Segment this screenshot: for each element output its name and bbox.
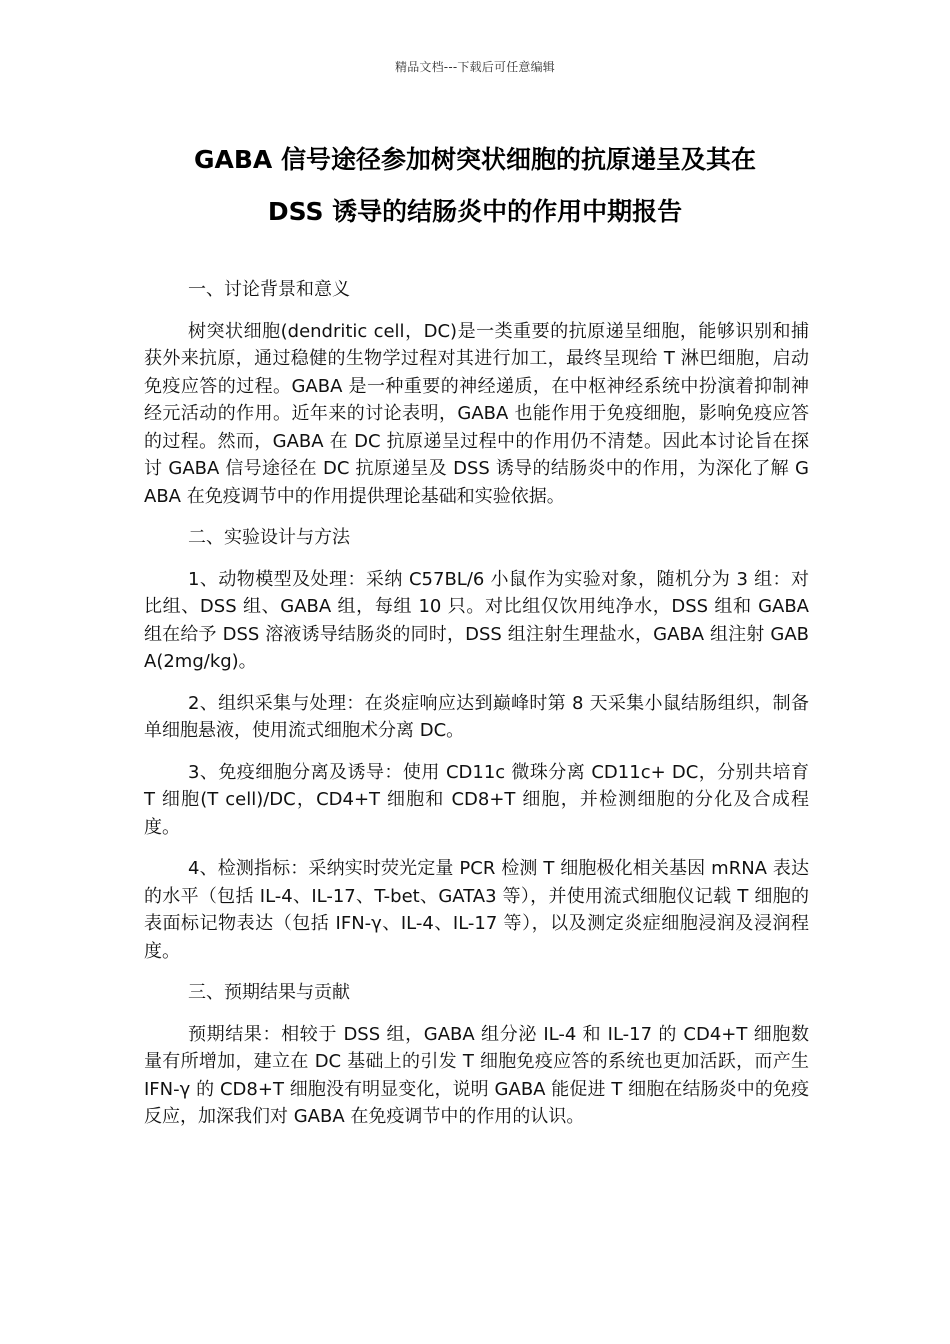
body-paragraph: 2、组织采集与处理：在炎症响应达到巅峰时第 8 天采集小鼠结肠组织，制备单细胞悬液，使用流式细胞术分离 DC。 xyxy=(144,692,809,741)
body-paragraph: 预期结果：相较于 DSS 组，GABA 组分泌 IL-4 和 IL-17 的 CD4+T 细胞数量有所增加，建立在 DC 基础上的引发 T 细胞免疫应答的系统也更加活跃，而产生 IFN-γ 的 CD8+T 细胞没有明显变化，说明 GABA 能促进 T 细胞在结肠炎中的免疫反应，加深我们对 GABA 在免疫调节中的作用的认识。 xyxy=(144,1023,809,1127)
header-note: 精品文档---下载后可任意编辑 xyxy=(395,60,555,74)
document-body xyxy=(144,276,809,1145)
section-heading: 一、讨论背景和意义 xyxy=(188,279,350,300)
title-line-1: GABA 信号途径参加树突状细胞的抗原递呈及其在 xyxy=(194,145,756,174)
body-paragraph: 1、动物模型及处理：采纳 C57BL/6 小鼠作为实验对象，随机分为 3 组：对比组、DSS 组、GABA 组，每组 10 只。对比组仅饮用纯净水，DSS 组和 GABA 组在给予 DSS 溶液诱导结肠炎的同时，DSS 组注射生理盐水，GABA 组注射 GABA(2mg/kg)。 xyxy=(144,568,809,672)
title-line-2: DSS 诱导的结肠炎中的作用中期报告 xyxy=(267,197,683,226)
section-heading: 二、实验设计与方法 xyxy=(188,527,350,548)
section-background xyxy=(144,276,809,510)
body-paragraph: 4、检测指标：采纳实时荧光定量 PCR 检测 T 细胞极化相关基因 mRNA 表达的水平（包括 IL-4、IL-17、T-bet、GATA3 等），并使用流式细胞仪记载 T 细胞的表面标记物表达（包括 IFN-γ、IL-4、IL-17 等），以及测定炎症细胞浸润及浸润程度。 xyxy=(144,858,809,962)
document-title xyxy=(130,134,820,238)
body-paragraph: 树突状细胞(dendritic cell，DC)是一类重要的抗原递呈细胞，能够识别和捕获外来抗原，通过稳健的生物学过程对其进行加工，最终呈现给 T 淋巴细胞，启动免疫应答的过程。GABA 是一种重要的神经递质，在中枢神经系统中扮演着抑制神经元活动的作用。近年来的讨论表明，GABA 也能作用于免疫细胞，影响免疫应答的过程。然而，GABA 在 DC 抗原递呈过程中的作用仍不清楚。因此本讨论旨在探讨 GABA 信号途径在 DC 抗原递呈及 DSS 诱导的结肠炎中的作用，为深化了解 GABA 在免疫调节中的作用提供理论基础和实验依据。 xyxy=(144,320,809,507)
section-methods xyxy=(144,524,809,965)
section-heading: 三、预期结果与贡献 xyxy=(188,982,350,1003)
section-results xyxy=(144,979,809,1131)
body-paragraph: 3、免疫细胞分离及诱导：使用 CD11c 微珠分离 CD11c+ DC，分别共培育 T 细胞(T cell)/DC，CD4+T 细胞和 CD8+T 细胞，并检测细胞的分化及合成程度。 xyxy=(144,761,809,838)
